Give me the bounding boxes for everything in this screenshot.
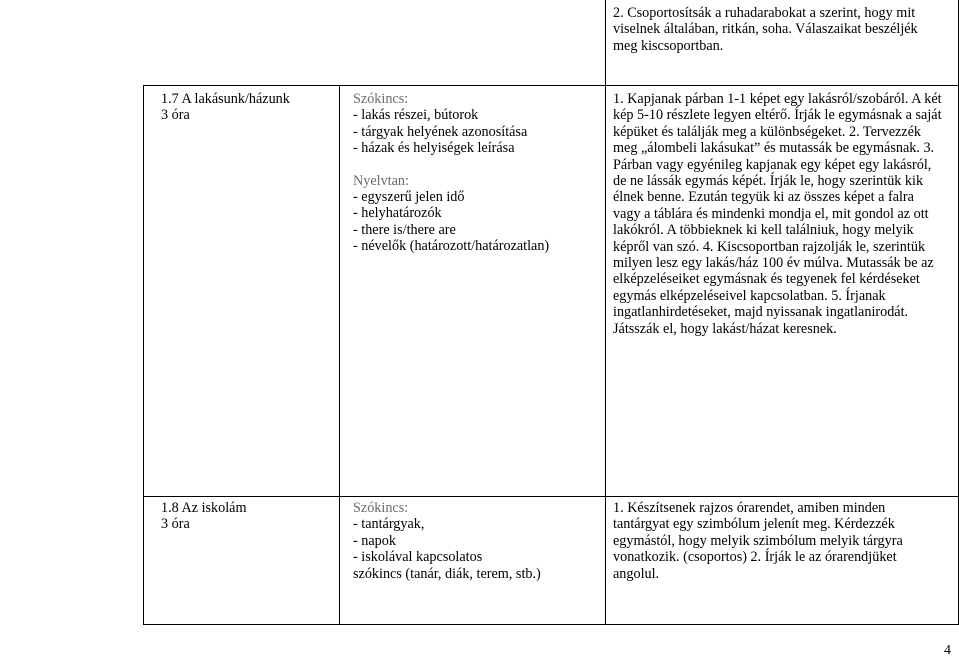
content-cell-row-2 [353, 500, 593, 582]
grammar-item: - helyhatározók [353, 205, 442, 222]
vocab-item: - házak és helyiségek leírása [353, 140, 515, 157]
table-divider-1 [339, 86, 340, 625]
table-border-bottom [143, 624, 959, 625]
grammar-item: - egyszerű jelen idő [353, 189, 465, 206]
grammar-label: Nyelvtan: [353, 172, 409, 189]
topic-cell-row-2 [161, 500, 331, 533]
page-number: 4 [944, 643, 951, 658]
vocab-item: szókincs (tanár, diák, terem, stb.) [353, 565, 541, 582]
table-border-left [143, 86, 144, 625]
top-activities-cell [613, 5, 945, 54]
vocab-label: Szókincs: [353, 500, 409, 516]
topic-cell-row-1 [161, 91, 331, 124]
vocab-item: - napok [353, 532, 396, 549]
top-activities-text: 2. Csoportosítsák a ruhadarabokat a szerint, hogy mit viselnek általában, ritkán, soha. Válaszaikat beszéljék meg kiscsoportban. [613, 5, 918, 54]
activities-text: 1. Készítsenek rajzos órarendet, amiben minden tantárgyat egy szimbólum jelenít meg. Kérdezzék egymástól, hogy melyik szimbólum melyik tárgyra vonatkozik. (csoportos) 2. Írják le az órarendjüket angolul. [613, 500, 903, 582]
vocab-item: - tantárgyak, [353, 516, 425, 533]
table-row-divider-2 [143, 496, 959, 497]
table-row-divider-1 [143, 85, 959, 86]
activities-cell-row-2 [613, 500, 943, 582]
grammar-item: - there is/there are [353, 221, 456, 238]
vocab-item: - tárgyak helyének azonosítása [353, 123, 528, 140]
grammar-item: - névelők (határozott/határozatlan) [353, 238, 550, 255]
topic-hours: 3 óra [161, 107, 190, 124]
vocab-label: Szókincs: [353, 91, 409, 107]
topic-title: 1.8 Az iskolám [161, 500, 247, 516]
table-divider-2 [605, 0, 606, 625]
activities-cell-row-1 [613, 91, 943, 337]
topic-hours: 3 óra [161, 516, 190, 533]
vocab-item: - iskolával kapcsolatos [353, 549, 483, 566]
vocab-item: - lakás részei, bútorok [353, 107, 479, 124]
activities-text: 1. Kapjanak párban 1-1 képet egy lakásról/szobáról. A két kép 5-10 részlete legyen eltérő. Írják le egymásnak a saját képüket és találják meg a különbségeket. 2. Tervezzék meg „álombeli lakásukat” és mutassák be egymásnak. 3. Párban vagy egyénileg kapjanak egy képet egy lakásról, de ne lássák egymás képét. Írják le, hogy szerintük kik élnek benne. Ezután tegyük ki az összes képet a falra vagy a táblára és mindenki mondja el, mit gondol az ott lakókról. A többieknek ki kell találniuk, hogy melyik képről van szó. 4. Kiscsoportban rajzolják le, szerintük milyen lesz egy lakás/ház 100 év múlva. Mutassák be az elképzeléseiket egymásnak és tegyenek fel kérdéseket egymás elképzeléseivel kapcsolatban. 5. Írjanak ingatlanhirdetéseket, majd nyissanak ingatlanirodát. Játsszák el, hogy lakást/házat keresnek. [613, 91, 942, 337]
content-cell-row-1 [353, 91, 593, 255]
spacer [353, 157, 593, 173]
topic-title: 1.7 A lakásunk/házunk [161, 91, 290, 107]
